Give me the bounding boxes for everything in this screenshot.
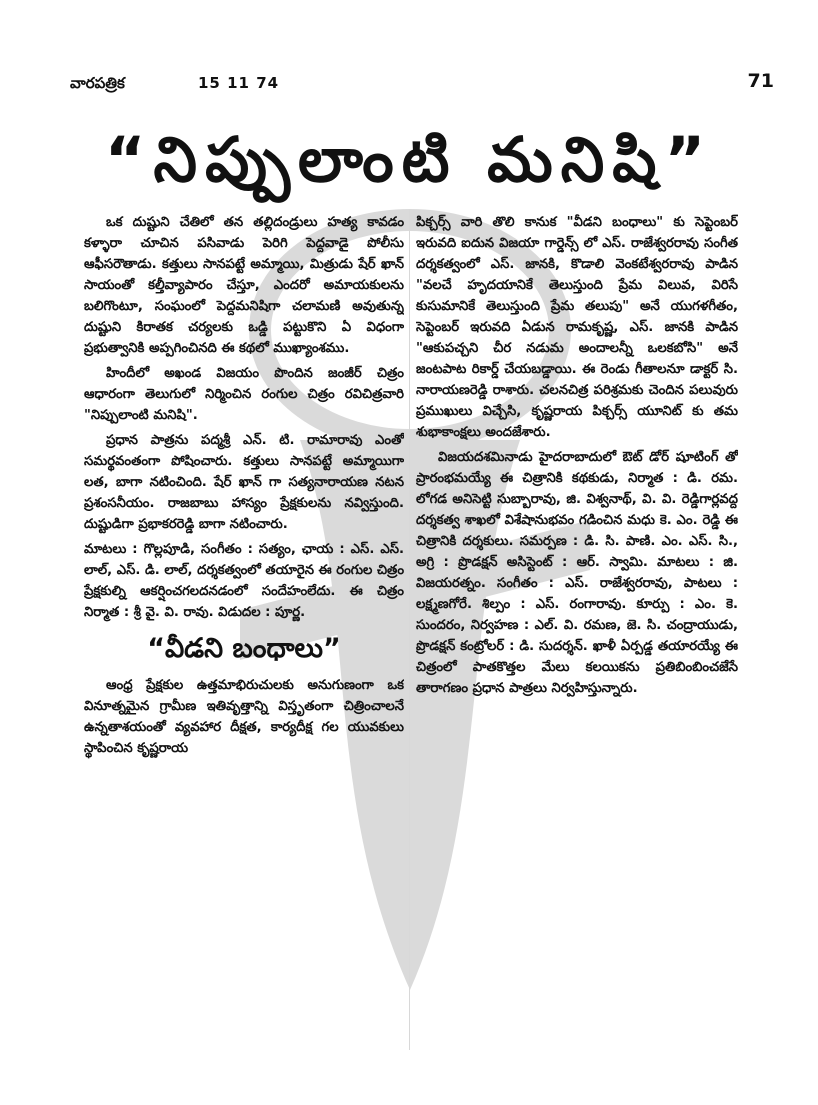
page-header (70, 66, 774, 100)
right-column (416, 212, 738, 1055)
left-column (84, 212, 404, 1055)
paragraph: ఒక దుష్టుని చేతిలో తన తల్లిదండ్రులు హత్య కావడం కళ్ళారా చూచిన పసివాడు పెరిగి పెద్దవాడై పోలీసు ఆఫీసరౌతాడు. కత్తులు సానపట్టే అమ్మాయి, మిత్రుడు షేర్ ఖాన్ సాయంతో కల్తీవ్యాపారం చేస్తూ, ఎందరో అమాయకులను బలిగొంటూ, సంఘంలో పెద్దమనిషిగా చలామణి అవుతున్న దుష్టుని కిరాతక చర్యలకు ఒడ్డి పట్టుకొని ఏ విధంగా ప్రభుత్వానికి అప్పగించినది ఈ కథలో ముఖ్యాంశము. (84, 215, 404, 356)
issue-date: 15 11 74 (198, 74, 280, 92)
paragraph: మాటలు : గొల్లపూడి, సంగీతం : సత్యం, ఛాయ : ఎస్. ఎస్. లాల్, ఎస్. డి. లాల్, దర్శకత్వంలో తయారైన ఈ రంగుల చిత్రం ప్రేక్షకుల్ని ఆకర్షించగలదనడంలో సందేహంలేదు. ఈ చిత్రం నిర్మాత : శ్రీ వై. వి. రావు. విడుదల : పూర్ణ. (84, 542, 404, 620)
paragraph: ఆంధ్ర ప్రేక్షకుల ఉత్తమాభిరుచులకు అనుగుణంగా ఒక వినూత్నమైన గ్రామీణ ఇతివృత్తాన్ని విస్తృతంగా చిత్రించాలనే ఉన్నతాశయంతో వ్యవహార దీక్షత, కార్యదీక్ష గల యువకులు స్థాపించిన కృష్ణరాయ (84, 678, 404, 756)
page-number: 71 (747, 70, 774, 92)
article-title: “నిప్పులాంటి మనిషి” (104, 123, 714, 196)
paragraph: ప్రధాన పాత్రను పద్మశ్రీ ఎన్. టి. రామారావు ఎంతో సమర్థవంతంగా పోషించారు. కత్తులు సానపట్టే అమ్మాయిగా లత, బాగా నటించింది. షేర్ ఖాన్ గా సత్యనారాయణ నటన ప్రశంసనీయం. రాజబాబు హాస్యం ప్రేక్షకులను నవ్విస్తుంది. దుష్టుడిగా ప్రభాకరరెడ్డి బాగా నటించారు. (84, 433, 404, 532)
magazine-name: వారపత్రిక (70, 74, 125, 92)
paragraph: విజయదశమినాడు హైదరాబాదులో ఔట్ డోర్ షూటింగ్ తో ప్రారంభమయ్యే ఈ చిత్రానికి కథకుడు, నిర్మాత : డి. రమ. లోగడ అనిసెట్టి సుబ్బారావు, జి. విశ్వనాథ్, వి. వి. రెడ్డిగార్లవద్ద దర్శకత్వ శాఖలో విశేషానుభవం గడించిన మధు కె. ఎం. రెడ్డి ఈ చిత్రానికి దర్శకులు. సమర్పణ : డి. సి. పాణి. ఎం. ఎస్. సి., అగ్రి : ప్రొడక్షన్ అసిస్టెంట్ : ఆర్. స్వామి. మాటలు : జి. విజయరత్నం. సంగీతం : ఎస్. రాజేశ్వరరావు, పాటలు : లక్ష్మణగోరే. శిల్పం : ఎస్. రంగారావు. కూర్పు : ఎం. కె. సుందరం, నిర్వహణ : ఎల్. వి. రమణ, జె. సి. చంద్రాయుడు, ప్రొడక్షన్ కంట్రోలర్ : డి. సుదర్శన్. ఖాళీ ఏర్పడ్డ తయారయ్యే ఈ చిత్రంలో పాతకొత్తల మేలు కలయికను ప్రతిబింబించజేసే తారాగణం ప్రధాన పాత్రలు నిర్వహిస్తున్నారు. (416, 450, 738, 696)
column-divider (409, 210, 410, 1050)
section-subheading: “వీడని బంధాలు” (147, 633, 341, 664)
paragraph: పిక్చర్స్ వారి తొలి కానుక "వీడని బంధాలు" కు సెప్టెంబర్ ఇరువది ఐదున విజయా గార్డెన్స్ లో ఎస్. రాజేశ్వరరావు సంగీత దర్శకత్వంలో ఎస్. జానకి, కొడాలి వెంకటేశ్వరరావు పాడిన "వలచే హృదయానికే తెలుస్తుంది ప్రేమ విలువ, విరిసే కుసుమానికే తెలుస్తుంది ప్రేమ తలుపు" అనే యుగళగీతం, సెప్టెంబర్ ఇరువది ఏడున రామకృష్ణ, ఎస్. జానకి పాడిన "ఆకుపచ్చని చీర నడుమ అందాలన్నీ ఒలకబోసి" అనే జంటపాట రికార్డ్ చేయబడ్డాయి. ఈ రెండు గీతాలనూ డాక్టర్ సి. నారాయణరెడ్డి రాశారు. చలనచిత్ర పరిశ్రమకు చెందిన పలువురు ప్రముఖులు విచ్చేసి, కృష్ణరాయ పిక్చర్స్ యూనిట్ కు తమ శుభాకాంక్షలు అందజేశారు. (416, 215, 738, 440)
paragraph: హిందీలో అఖండ విజయం పొందిన జంజీర్ చిత్రం ఆధారంగా తెలుగులో నిర్మించిన రంగుల చిత్రం రవిచిత్రవారి "నిప్పులాంటి మనిషి". (84, 366, 404, 423)
